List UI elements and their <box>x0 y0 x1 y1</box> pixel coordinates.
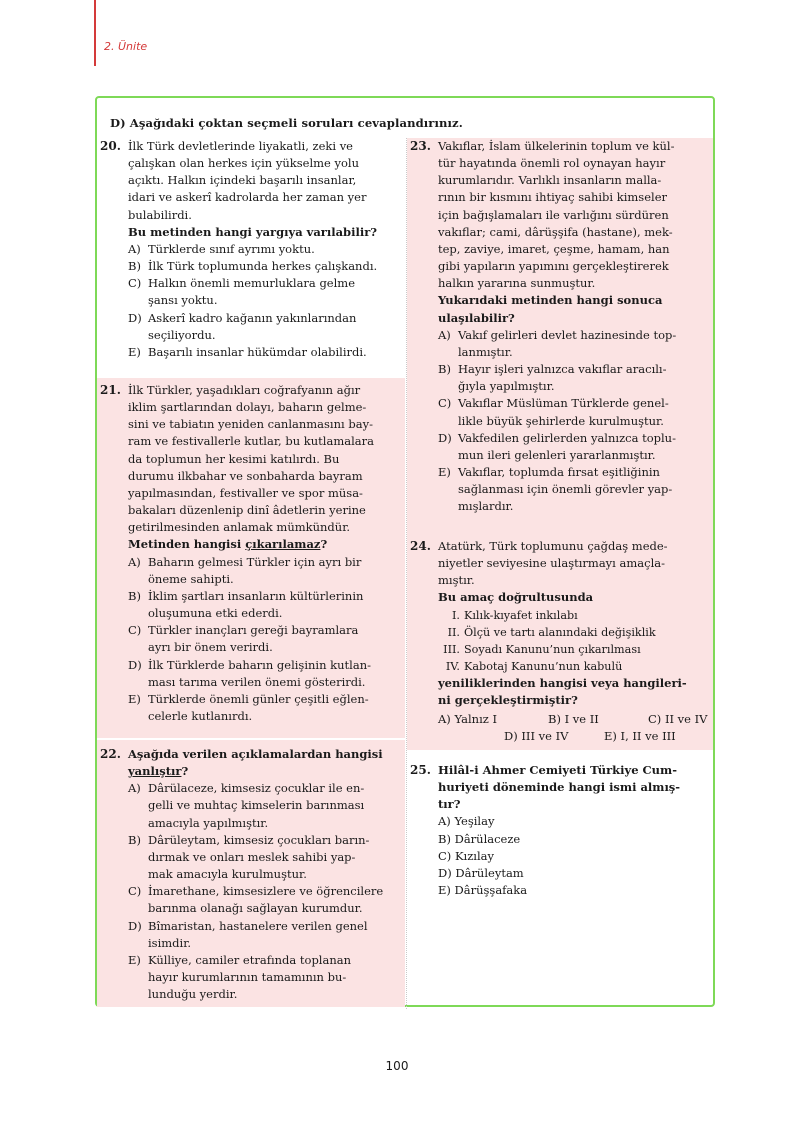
text-line: tür hayatında önemli rol oynayan hayır <box>438 156 666 171</box>
text-line: açıktı. Halkın içindeki başarılı insanlar, <box>128 173 357 188</box>
text-line: sini ve tabiatın yeniden canlanmasını bay- <box>128 417 373 432</box>
answer-option[interactable]: C) II ve IV <box>648 711 708 726</box>
answer-option[interactable]: D) Dârüleytam <box>438 865 524 880</box>
answer-option[interactable] <box>128 588 397 622</box>
option-text-line: mak amacıyla kurulmuştur. <box>148 867 307 882</box>
option-letter: E) <box>438 464 451 479</box>
text-line: ni gerçekleştirmiştir? <box>438 693 578 708</box>
answer-option[interactable] <box>128 241 397 258</box>
text-line: halkın yararına sunmuştur. <box>438 276 596 291</box>
options <box>128 241 397 361</box>
option-text-line: Vakıflar Müslüman Türklerde genel- <box>458 396 669 411</box>
option-text-line: mışlardır. <box>458 499 514 514</box>
option-letter: C) <box>128 884 142 899</box>
text-line: tır? <box>438 797 461 812</box>
option-text-line: Dârüleytam, kimsesiz çocukları barın- <box>148 832 370 847</box>
option-text-line: Vakıf gelirleri devlet hazinesinde top- <box>458 327 677 342</box>
option-text-line: barınma olanağı sağlayan kurumdur. <box>148 901 363 916</box>
option-text-line: Hayır işleri yalnızca vakıflar aracılı- <box>458 362 667 377</box>
answer-option[interactable]: B) Dârülaceze <box>438 831 521 846</box>
option-text-line: isimdir. <box>148 935 192 950</box>
answer-option[interactable] <box>128 344 397 361</box>
option-text-line: ayrı bir önem verirdi. <box>148 640 273 655</box>
options <box>438 327 705 516</box>
option-letter: C) <box>128 276 142 291</box>
question-24 <box>407 528 713 750</box>
text-line: Atatürk, Türk toplumunu çağdaş mede- <box>438 539 668 553</box>
option-text-line: Başarılı insanlar hükümdar olabilirdi. <box>148 344 367 359</box>
text-line: ram ve festivallerle kutlar, bu kutlamalara <box>128 434 374 449</box>
option-letter: D) <box>128 310 142 325</box>
question-stem: Metinden hangisi çıkarılamaz? <box>128 537 328 552</box>
options-row-1 <box>438 711 708 728</box>
roman-numeral: IV. <box>445 660 460 674</box>
question-number: 20. <box>100 139 121 153</box>
option-letter: A) <box>128 781 141 796</box>
option-text-line: seçiliyordu. <box>148 327 216 342</box>
text-line: Vakıflar, İslam ülkelerinin toplum ve kül- <box>438 139 675 153</box>
answer-option[interactable] <box>128 952 397 1003</box>
option-text-line: gelli ve muhtaç kimselerin barınması <box>148 798 365 813</box>
negative-keyword: yanlıştır <box>128 764 182 779</box>
text-line: ulaşılabilir? <box>438 310 515 325</box>
option-text-line: şansı yoktu. <box>148 293 218 308</box>
option-text-line: Külliye, camiler etrafında toplanan <box>148 952 352 967</box>
option-text-line: lanmıştır. <box>458 344 513 359</box>
answer-option[interactable] <box>128 657 397 691</box>
options <box>128 780 397 1003</box>
question-25 <box>407 762 713 922</box>
roman-numeral: III. <box>443 642 460 656</box>
option-letter: B) <box>128 259 141 274</box>
option-letter: A) <box>128 241 141 256</box>
option-letter: E) <box>128 344 141 359</box>
roman-item-text: Ölçü ve tartı alanındaki değişiklik <box>464 625 656 639</box>
option-text-line: Bîmaristan, hastanelere verilen genel <box>148 918 368 933</box>
text-line: bulabilirdi. <box>128 207 192 222</box>
answer-option[interactable] <box>128 258 397 275</box>
answer-option[interactable]: E) Dârüşşafaka <box>438 883 528 898</box>
answer-option[interactable] <box>128 780 397 831</box>
negative-keyword: çıkarılamaz <box>245 537 321 552</box>
answer-option[interactable] <box>128 275 397 309</box>
question-number: 23. <box>410 139 431 153</box>
option-letter: E) <box>128 691 141 706</box>
option-text-line: öneme sahipti. <box>148 571 234 586</box>
option-text-line: Halkın önemli memurluklara gelme <box>148 276 355 291</box>
text-line: rının bir kısmını ihtiyaç sahibi kimseler <box>438 190 667 205</box>
question-stem: Aşağıda verilen açıklamalardan hangisi yanlıştır? <box>128 747 383 779</box>
text-line: durumu ilkbahar ve sonbaharda bayram <box>128 468 363 483</box>
text-line: da toplumun her kesimi katılırdı. Bu <box>128 451 340 466</box>
answer-option[interactable]: B) I ve II <box>548 711 599 726</box>
option-text-line: Türkler inançları gereği bayramlara <box>148 623 359 638</box>
roman-items <box>438 607 705 676</box>
text-line: tep, zaviye, imaret, çeşme, hamam, han <box>438 241 670 256</box>
option-text-line: Baharın gelmesi Türkler için ayrı bir <box>148 554 362 569</box>
answer-option[interactable]: E) I, II ve III <box>604 728 676 743</box>
roman-item-text: Kılık-kıyafet inkılabı <box>464 608 578 622</box>
option-text-line: lunduğu yerdir. <box>148 987 238 1002</box>
answer-option[interactable] <box>128 918 397 952</box>
options <box>128 554 397 726</box>
answer-option[interactable] <box>438 361 705 395</box>
text-line: kurumlarıdır. Varlıklı insanların malla- <box>438 173 662 188</box>
roman-numeral: II. <box>447 625 460 639</box>
question-text <box>438 538 705 589</box>
option-text-line: amacıyla yapılmıştır. <box>148 815 269 830</box>
text-line: iklim şartlarından dolayı, baharın gelme- <box>128 400 367 415</box>
text-line: huriyeti döneminde hangi ismi almış- <box>438 780 681 795</box>
option-text-line: İmarethane, kimsesizlere ve öğrencilere <box>148 884 384 899</box>
text-line: Yukarıdaki metinden hangi sonuca <box>438 293 663 308</box>
text-line: niyetler seviyesine ulaştırmayı amaçla- <box>438 556 665 571</box>
question-22 <box>97 740 405 1007</box>
page-number: 100 <box>385 1059 409 1073</box>
answer-option[interactable] <box>438 430 705 464</box>
option-letter: C) <box>128 623 142 638</box>
answer-option[interactable] <box>128 691 397 725</box>
answer-option[interactable] <box>128 883 397 917</box>
roman-item-text: Soyadı Kanunu’nun çıkarılması <box>464 642 641 656</box>
option-text-line: Vakıflar, toplumda fırsat eşitliğinin <box>458 464 660 479</box>
option-text-line: celerle kutlanırdı. <box>148 708 253 723</box>
question-stem-2 <box>438 675 705 709</box>
question-stem <box>438 292 705 326</box>
roman-item <box>438 624 705 641</box>
option-text-line: dırmak ve onları meslek sahibi yap- <box>148 849 356 864</box>
text-line: getirilmesinden anlamak mümkündür. <box>128 520 351 535</box>
section-title <box>110 116 463 130</box>
text-line: Hilâl-i Ahmer Cemiyeti Türkiye Cum- <box>438 763 677 777</box>
text-line: çalışkan olan herkes için yükselme yolu <box>128 156 359 171</box>
text-line: bakaları düzenlenip dinî âdetlerin yerine <box>128 503 366 518</box>
option-letter: B) <box>128 832 141 847</box>
answer-option[interactable] <box>438 464 705 515</box>
questions-frame <box>95 96 715 1007</box>
option-letter: B) <box>438 362 451 377</box>
option-text-line: Türklerde sınıf ayrımı yoktu. <box>148 241 315 256</box>
question-number: 24. <box>410 539 431 553</box>
option-text-line: Askerî kadro kağanın yakınlarından <box>148 310 357 325</box>
option-letter: B) <box>128 588 141 603</box>
answer-option[interactable]: A) Yeşilay <box>438 814 495 829</box>
question-stem <box>438 762 705 813</box>
options-row-2 <box>438 728 705 745</box>
roman-item <box>438 607 705 624</box>
roman-item <box>438 658 705 675</box>
text-line: İlk Türk devletlerinde liyakatli, zeki ve <box>128 139 353 153</box>
answer-option[interactable] <box>438 327 705 361</box>
text-line: mıştır. <box>438 573 475 588</box>
option-text-line: Dârülaceze, kimsesiz çocuklar ile en- <box>148 781 365 796</box>
option-letter: C) <box>438 396 452 411</box>
option-text-line: ması tarıma verilen önemi gösterirdi. <box>148 674 366 689</box>
question-number: 22. <box>100 747 121 761</box>
option-text-line: sağlanması için önemli görevler yap- <box>458 482 673 497</box>
option-letter: D) <box>128 657 142 672</box>
section-title-text: Aşağıdaki çoktan seçmeli soruları cevaplandırınız. <box>129 116 463 130</box>
answer-option[interactable] <box>128 554 397 588</box>
option-letter: A) <box>128 554 141 569</box>
option-text-line: Türklerde önemli günler çeşitli eğlen- <box>148 691 369 706</box>
text-line: idari ve askerî kadrolarda her zaman yer <box>128 190 367 205</box>
roman-numeral: I. <box>452 608 460 622</box>
text-line: yeniliklerinden hangisi veya hangileri- <box>438 676 687 691</box>
question-20 <box>97 138 405 376</box>
answer-option[interactable] <box>128 310 397 344</box>
answer-option[interactable]: D) III ve IV <box>504 728 569 743</box>
option-text-line: oluşumuna etki ederdi. <box>148 606 283 621</box>
answer-option[interactable] <box>438 395 705 429</box>
option-text-line: İlk Türk toplumunda herkes çalışkandı. <box>148 259 378 274</box>
question-number: 25. <box>410 763 431 777</box>
unit-label: 2. Ünite <box>104 40 148 53</box>
answer-option[interactable]: A) Yalnız I <box>438 711 498 726</box>
options <box>438 813 705 899</box>
text-line: için bağışlamaları ile varlığını sürdüren <box>438 207 669 222</box>
text-line: gibi yapıların yapımını gerçekleştirerek <box>438 259 669 274</box>
question-23 <box>407 138 713 528</box>
option-text-line: İlk Türklerde baharın gelişinin kutlan- <box>148 657 371 672</box>
header-rule <box>94 0 96 66</box>
answer-option[interactable]: C) Kızılay <box>438 848 494 863</box>
text-line: İlk Türkler, yaşadıkları coğrafyanın ağır <box>128 383 361 397</box>
question-stem-1: Bu amaç doğrultusunda <box>438 590 594 605</box>
question-text <box>128 138 397 224</box>
option-text-line: likle büyük şehirlerde kurulmuştur. <box>458 413 664 428</box>
roman-item-text: Kabotaj Kanunu’nun kabulü <box>464 660 623 674</box>
option-letter: A) <box>438 327 451 342</box>
section-letter: D) <box>110 116 126 130</box>
question-text <box>438 138 705 292</box>
option-letter: D) <box>128 918 142 933</box>
answer-option[interactable] <box>128 622 397 656</box>
text-line: yapılmasından, festivaller ve spor müsa- <box>128 485 363 500</box>
question-stem: Bu metinden hangi yargıya varılabilir? <box>128 224 377 239</box>
option-text-line: mun ileri gelenleri yararlanmıştır. <box>458 447 656 462</box>
question-21 <box>97 378 405 738</box>
option-text-line: ğıyla yapılmıştır. <box>458 379 555 394</box>
question-text <box>128 382 397 536</box>
option-text-line: hayır kurumlarının tamamının bu- <box>148 970 347 985</box>
option-text-line: Vakfedilen gelirlerden yalnızca toplu- <box>458 430 676 445</box>
text-line: vakıflar; cami, dârüşşifa (hastane), mek- <box>438 224 673 239</box>
answer-option[interactable] <box>128 832 397 883</box>
question-number: 21. <box>100 383 121 397</box>
option-letter: D) <box>438 430 452 445</box>
option-text-line: İklim şartları insanların kültürlerinin <box>148 588 364 603</box>
roman-item <box>438 641 705 658</box>
option-letter: E) <box>128 952 141 967</box>
